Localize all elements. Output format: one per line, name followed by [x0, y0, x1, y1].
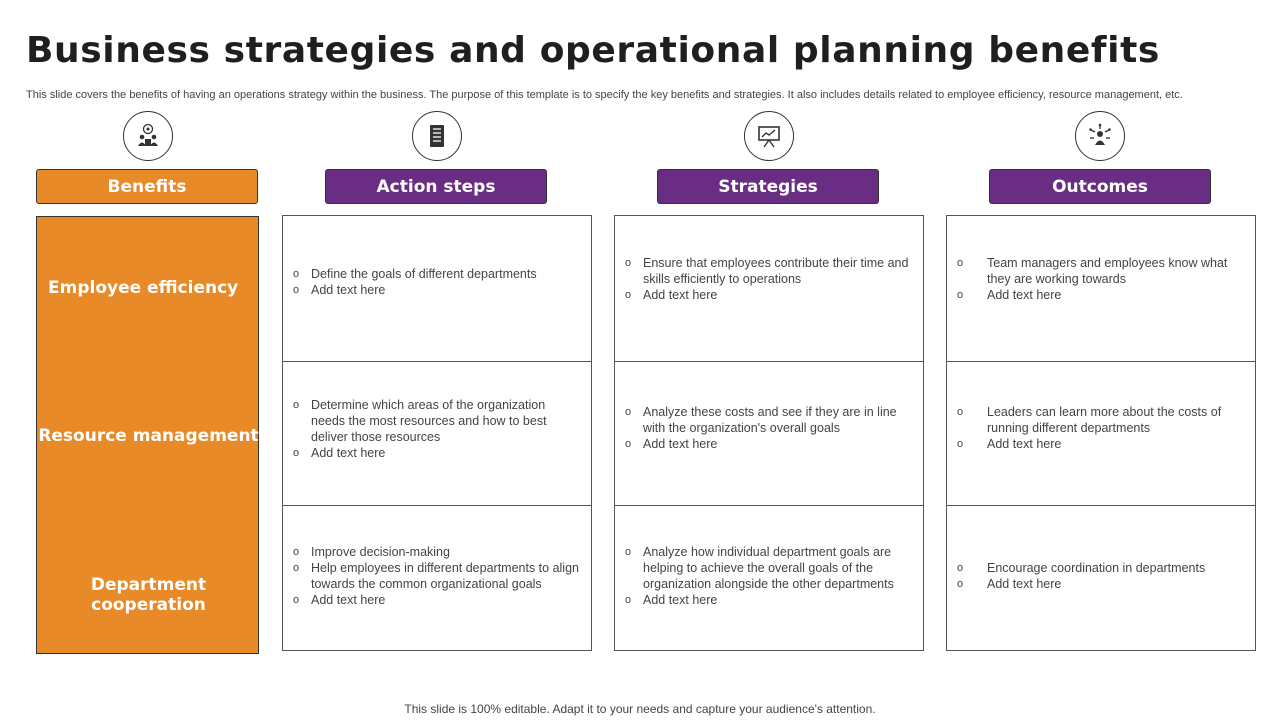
strategies-cell: [615, 506, 923, 651]
bullet-list: [615, 404, 923, 452]
page-title: Business strategies and operational planning benefits: [26, 30, 1160, 71]
bullet-list: [947, 255, 1255, 303]
strategies-cell: [615, 361, 923, 506]
list-item: o Improve decision-making: [293, 544, 581, 560]
presentation-board-icon: [744, 111, 794, 161]
team-award-icon: [123, 111, 173, 161]
benefit-department-cooperation: Department cooperation: [90, 575, 207, 615]
server-list-icon: [412, 111, 462, 161]
list-item: o Add text here: [957, 287, 1245, 303]
list-item: o Add text here: [625, 287, 913, 303]
action-steps-column: [282, 215, 592, 651]
list-item: o Add text here: [957, 576, 1205, 592]
bullet-list: [283, 397, 591, 461]
outcomes-cell: [947, 361, 1255, 506]
outcomes-cell: [947, 216, 1255, 361]
benefit-resource-management: Resource management: [38, 426, 259, 446]
list-item: o Add text here: [957, 436, 1245, 452]
list-item: o Add text here: [293, 592, 581, 608]
action-steps-cell: [283, 361, 591, 506]
bullet-list: [615, 544, 923, 608]
bullet-list: [947, 404, 1255, 452]
footer-note: This slide is 100% editable. Adapt it to your needs and capture your audience's attention.: [404, 702, 876, 716]
list-item: o Add text here: [625, 592, 913, 608]
list-item: o Help employees in different departments to align towards the common organizational goals: [293, 560, 581, 592]
bullet-list: [283, 544, 591, 608]
strategies-cell: [615, 216, 923, 361]
header-action-steps: Action steps: [325, 169, 547, 204]
list-item: o Encourage coordination in departments: [957, 560, 1205, 576]
page-subtitle: This slide covers the benefits of having an operations strategy within the business. The purpose of this template is to specify the key benefits and strategies. It also includes details related to employee efficiency, resource management, etc.: [26, 89, 1183, 101]
list-item: o Ensure that employees contribute their time and skills efficiently to operations: [625, 255, 913, 287]
list-item: o Analyze these costs and see if they are in line with the organization's overall goals: [625, 404, 913, 436]
benefit-employee-efficiency: Employee efficiency: [48, 278, 239, 298]
strategies-column: [614, 215, 924, 651]
header-benefits: Benefits: [36, 169, 258, 204]
list-item: o Add text here: [625, 436, 913, 452]
action-steps-cell: [283, 506, 591, 651]
benefits-column: [36, 216, 259, 654]
action-steps-cell: [283, 216, 591, 361]
list-item: o Define the goals of different departments: [293, 266, 537, 282]
outcomes-column: [946, 215, 1256, 651]
header-strategies: Strategies: [657, 169, 879, 204]
list-item: o Add text here: [293, 445, 581, 461]
list-item: o Add text here: [293, 282, 537, 298]
user-network-icon: [1075, 111, 1125, 161]
list-item: o Leaders can learn more about the costs of running different departments: [957, 404, 1245, 436]
bullet-list: [283, 266, 547, 298]
outcomes-cell: [947, 506, 1255, 651]
list-item: o Determine which areas of the organization needs the most resources and how to best deliver those resources: [293, 397, 581, 445]
list-item: o Team managers and employees know what they are working towards: [957, 255, 1245, 287]
list-item: o Analyze how individual department goals are helping to achieve the overall goals of the organization alongside the other departments: [625, 544, 913, 592]
header-outcomes: Outcomes: [989, 169, 1211, 204]
bullet-list: [615, 255, 923, 303]
bullet-list: [947, 560, 1215, 592]
